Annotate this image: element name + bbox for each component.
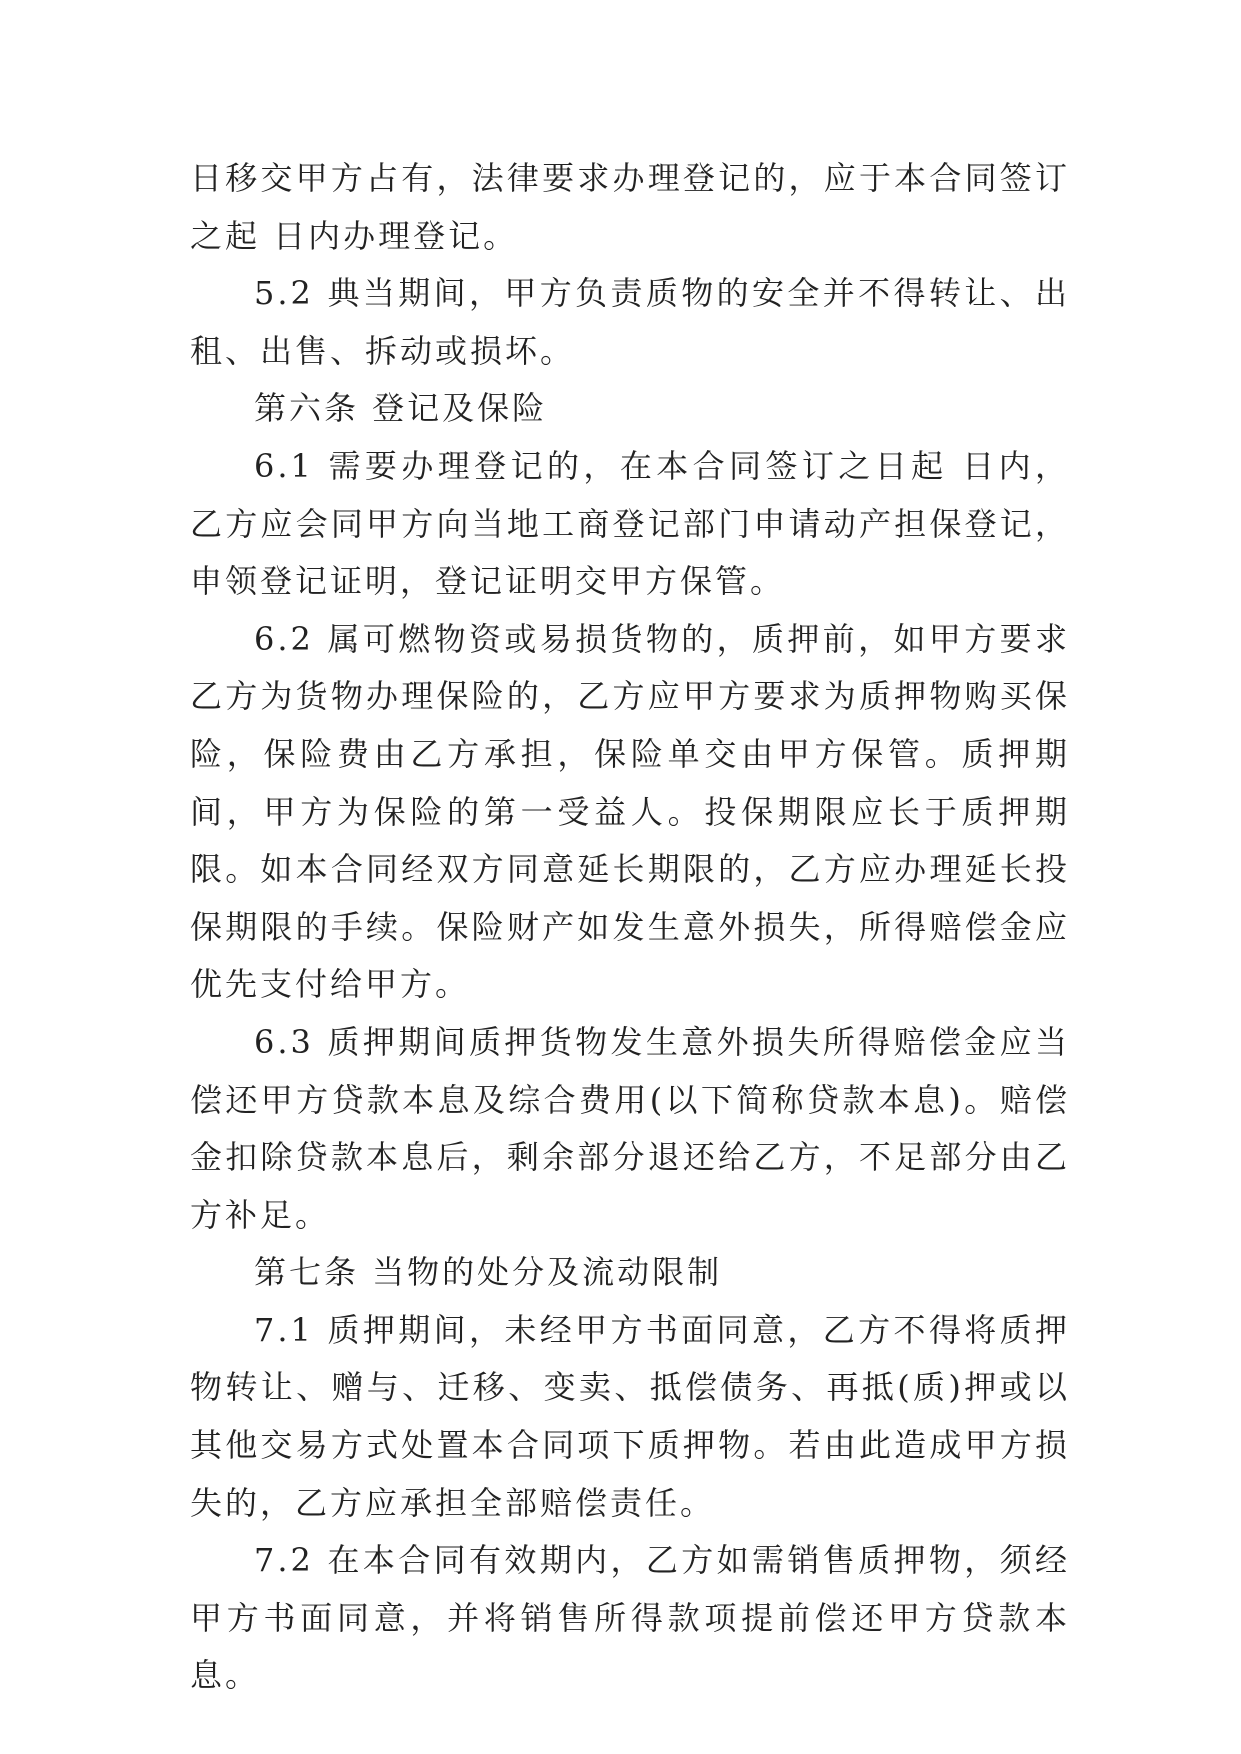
paragraph-7-2: 7.2 在本合同有效期内，乙方如需销售质押物，须经甲方书面同意，并将销售所得款项提前偿还甲方贷款本息。 [190, 1541, 1070, 1695]
section-heading-7: 第七条 当物的处分及流动限制 [254, 1253, 723, 1292]
paragraph-continuation: 日移交甲方占有，法律要求办理登记的，应于本合同签订之起 日内办理登记。 [190, 159, 1070, 255]
paragraph-6-3: 6.3 质押期间质押货物发生意外损失所得赔偿金应当偿还甲方贷款本息及综合费用(以下简称贷款本息)。赔偿金扣除贷款本息后，剩余部分退还给乙方，不足部分由乙方补足。 [190, 1022, 1070, 1234]
paragraph-6-2: 6.2 属可燃物资或易损货物的，质押前，如甲方要求乙方为货物办理保险的，乙方应甲方要求为质押物购买保险，保险费由乙方承担，保险单交由甲方保管。质押期间，甲方为保险的第一受益人。投保期限应长于质押期限。如本合同经双方同意延长期限的，乙方应办理延长投保期限的手续。保险财产如发生意外损失，所得赔偿金应优先支付给甲方。 [190, 619, 1070, 1004]
section-heading-6: 第六条 登记及保险 [254, 389, 548, 428]
paragraph-5-2: 5.2 典当期间，甲方负责质物的安全并不得转让、出租、出售、拆动或损坏。 [190, 274, 1070, 370]
paragraph-6-1: 6.1 需要办理登记的，在本合同签订之日起 日内，乙方应会同甲方向当地工商登记部门申请动产担保登记，申领登记证明，登记证明交甲方保管。 [190, 446, 1070, 601]
document-body [190, 150, 1070, 1705]
paragraph-7-1: 7.1 质押期间，未经甲方书面同意，乙方不得将质押物转让、赠与、迁移、变卖、抵偿债务、再抵(质)押或以其他交易方式处置本合同项下质押物。若由此造成甲方损失的，乙方应承担全部赔偿责任。 [190, 1310, 1070, 1522]
